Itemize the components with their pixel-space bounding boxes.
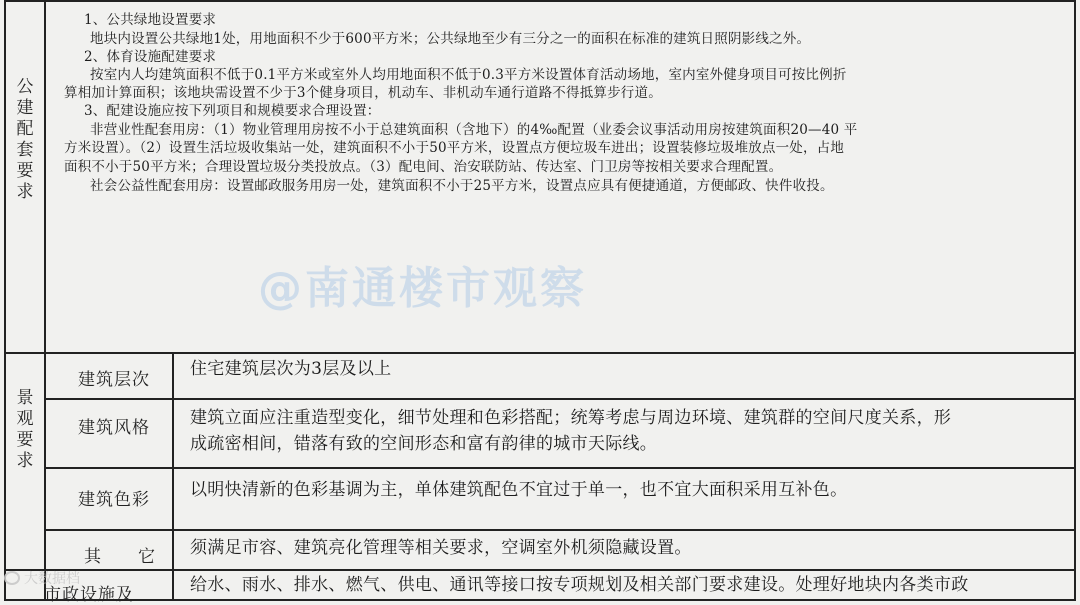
- label-char: 求: [16, 182, 34, 202]
- municipal-facilities-content: 给水、雨水、排水、燃气、供电、通讯等接口按专项规划及相关部门要求建设。处理好地块内各类市政: [190, 575, 969, 595]
- row-label-building-levels: 建筑层次: [78, 370, 150, 390]
- label-char: 要: [16, 430, 34, 450]
- row-divider: [44, 467, 1076, 469]
- landscape-requirements-label: [6, 380, 44, 480]
- public-text: 地块内设置公共绿地1处，用地面积不少于600平方米；公共绿地至少有三分之一的面积在标准的建筑日照阴影线之外。: [90, 31, 811, 47]
- label-char: 要: [16, 161, 34, 181]
- row-content-other: 须满足市容、建筑亮化管理等相关要求，空调室外机须隐藏设置。: [190, 538, 692, 558]
- row-divider: [44, 398, 1076, 400]
- label-char: 公: [16, 77, 34, 97]
- row-label-building-style: 建筑风格: [78, 418, 150, 438]
- public-heading-2: 2、体育设施配建要求: [84, 49, 217, 65]
- row-content-building-color: 以明快清新的色彩基调为主，单体建筑配色不宜过于单一，也不宜大面积采用互补色。: [190, 480, 848, 500]
- row-label-building-color: 建筑色彩: [78, 490, 150, 510]
- corner-watermark-text: 大数据档: [24, 571, 80, 587]
- row-label-other: 其 它: [84, 547, 156, 567]
- row-content-building-style: 建筑立面应注重造型变化，细节处理和色彩搭配；统筹考虑与周边环境、建筑群的空间尺度关系，形: [190, 408, 952, 428]
- public-text: 社会公益性配套用房：设置邮政服务用房一处，建筑面积不小于25平方米，设置点应具有便捷通道，方便邮政、快件收投。: [90, 178, 834, 194]
- watermark: @南通楼市观察: [258, 263, 587, 314]
- public-text: 按室内人均建筑面积不低于0.1平方米或室外人均用地面积不低于0.3平方米设置体育活动场地，室内室外健身项目可按比例折: [90, 67, 847, 83]
- public-text: 面积不小于50平方米；合理设置垃圾分类投放点。（3）配电间、治安联防站、传达室、门卫房等按相关要求合理配置。: [64, 159, 783, 175]
- section-divider: [4, 352, 1076, 354]
- row-label-divider: [172, 352, 174, 601]
- municipal-facilities-label: 市政设施及: [44, 585, 134, 605]
- public-facilities-label: [6, 70, 44, 210]
- corner-watermark: [4, 568, 80, 588]
- row-content-building-levels: 住宅建筑层次为3层及以上: [190, 359, 392, 379]
- public-heading-1: 1、公共绿地设置要求: [84, 12, 217, 28]
- row-content-building-style: 成疏密相间，错落有致的空间形态和富有韵律的城市天际线。: [190, 434, 658, 454]
- label-char: 配: [16, 119, 34, 139]
- public-text: 非营业性配套用房：（1）物业管理用房按不小于总建筑面积（含地下）的4‰配置（业委会议事活动用房按建筑面积20—40 平: [90, 122, 858, 138]
- public-text: 算相加计算面积；该地块需设置不少于3个健身项目，机动车、非机动车通行道路不得抵算步行道。: [64, 85, 662, 101]
- label-column-divider: [44, 0, 46, 601]
- label-char: 套: [16, 140, 34, 160]
- label-char: 建: [16, 98, 34, 118]
- label-char: 求: [16, 451, 34, 471]
- label-char: 观: [16, 409, 34, 429]
- label-char: 景: [16, 388, 34, 408]
- public-heading-3: 3、配建设施应按下列项目和规模要求合理设置：: [84, 103, 381, 119]
- public-text: 方米设置）。（2）设置生活垃圾收集站一处，建筑面积不小于50平方米，设置点方便垃圾车进出；设置装修垃圾堆放点一处，占地: [64, 140, 845, 156]
- row-divider: [44, 529, 1076, 531]
- logo-icon: [4, 571, 20, 585]
- section-divider: [4, 569, 1076, 571]
